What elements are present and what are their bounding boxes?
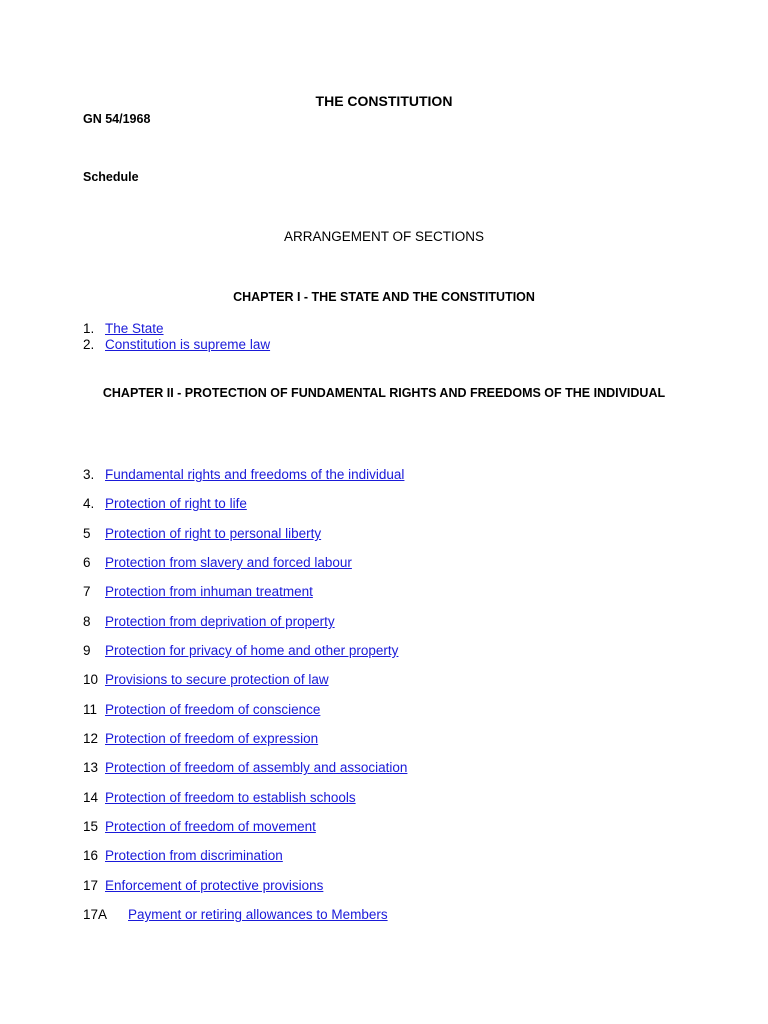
document-title: THE CONSTITUTION [315, 93, 453, 109]
section-item [83, 643, 398, 659]
section-number: 5 [83, 526, 91, 541]
section-item [83, 467, 404, 483]
section-number: 11 [83, 702, 98, 717]
section-link-discrimination[interactable]: Protection from discrimination [105, 848, 283, 863]
section-link-protection-of-law[interactable]: Provisions to secure protection of law [105, 672, 329, 687]
section-item [83, 614, 335, 630]
section-item [83, 321, 164, 337]
section-item [83, 878, 323, 894]
section-link-freedom-of-conscience[interactable]: Protection of freedom of conscience [105, 702, 321, 717]
section-number: 15 [83, 819, 99, 834]
section-number: 4. [83, 496, 95, 511]
section-link-privacy-of-home[interactable]: Protection for privacy of home and other property [105, 643, 399, 658]
section-item [83, 702, 320, 718]
arrangement-heading: ARRANGEMENT OF SECTIONS [283, 229, 485, 244]
section-link-fundamental-rights[interactable]: Fundamental rights and freedoms of the individual [105, 467, 405, 482]
section-number: 13 [83, 760, 99, 775]
section-number: 7 [83, 584, 91, 599]
chapter-1-heading: CHAPTER I - THE STATE AND THE CONSTITUTION [233, 290, 535, 304]
section-number: 12 [83, 731, 99, 746]
section-link-inhuman-treatment[interactable]: Protection from inhuman treatment [105, 584, 313, 599]
section-item [83, 848, 283, 864]
section-link-the-state[interactable]: The State [105, 321, 164, 336]
section-link-deprivation-of-property[interactable]: Protection from deprivation of property [105, 614, 335, 629]
gazette-notice: GN 54/1968 [83, 112, 151, 126]
section-link-slavery-forced-labour[interactable]: Protection from slavery and forced labour [105, 555, 352, 570]
section-number: 16 [83, 848, 99, 863]
section-link-freedom-of-expression[interactable]: Protection of freedom of expression [105, 731, 319, 746]
section-number: 17 [83, 878, 99, 893]
section-item [83, 337, 270, 353]
section-link-assembly-and-association[interactable]: Protection of freedom of assembly and association [105, 760, 408, 775]
section-item [83, 526, 321, 542]
section-item [83, 760, 407, 776]
section-item [83, 731, 318, 747]
section-link-right-to-life[interactable]: Protection of right to life [105, 496, 247, 511]
section-link-constitution-supreme-law[interactable]: Constitution is supreme law [105, 337, 271, 352]
schedule-label: Schedule [83, 170, 139, 184]
section-number: 17A [83, 907, 108, 922]
section-number: 2. [83, 337, 95, 352]
section-link-freedom-of-movement[interactable]: Protection of freedom of movement [105, 819, 316, 834]
section-number: 3. [83, 467, 95, 482]
section-item [83, 584, 313, 600]
section-item [83, 555, 352, 571]
chapter-2-heading: CHAPTER II - PROTECTION OF FUNDAMENTAL RIGHTS AND FREEDOMS OF THE INDIVIDUAL [102, 386, 666, 400]
section-item [83, 672, 329, 688]
section-number: 10 [83, 672, 99, 687]
section-link-personal-liberty[interactable]: Protection of right to personal liberty [105, 526, 322, 541]
section-number: 6 [83, 555, 91, 570]
section-link-retiring-allowances[interactable]: Payment or retiring allowances to Members [128, 907, 388, 922]
section-number: 8 [83, 614, 91, 629]
section-item [83, 907, 388, 923]
section-link-establish-schools[interactable]: Protection of freedom to establish schools [105, 790, 356, 805]
section-link-enforcement[interactable]: Enforcement of protective provisions [105, 878, 324, 893]
section-item [83, 790, 356, 806]
section-number: 14 [83, 790, 99, 805]
section-item [83, 496, 247, 512]
section-item [83, 819, 316, 835]
section-number: 9 [83, 643, 91, 658]
section-number: 1. [83, 321, 95, 336]
